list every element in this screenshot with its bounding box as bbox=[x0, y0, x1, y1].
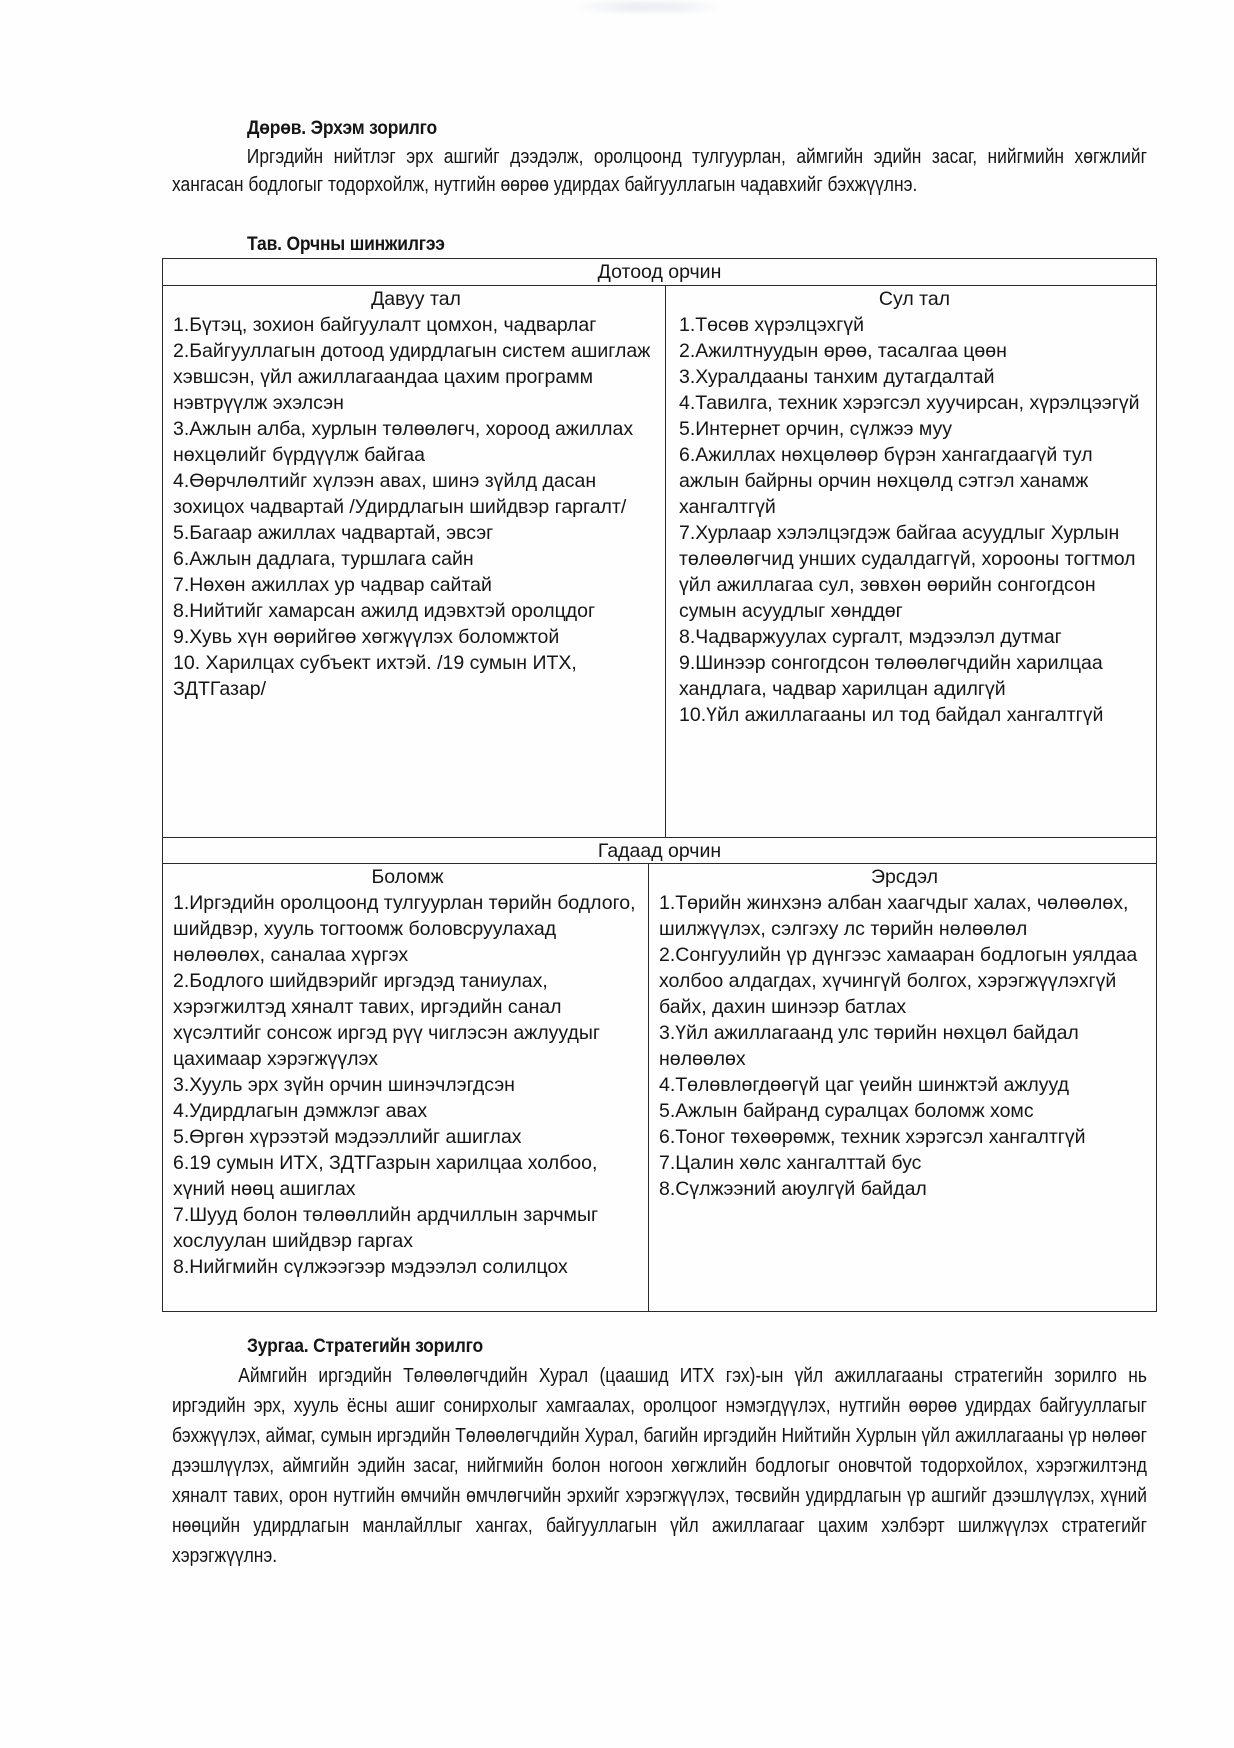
list-item: 1.Иргэдийн оролцоонд тулгуурлан төрийн бодлого, шийдвэр, хууль тогтоомж боловсруулахад нөлөөлөх, саналаа хүргэх bbox=[173, 892, 636, 966]
list-item: 7.Шууд болон төлөөллийн ардчиллын зарчмыг хослуулан шийдвэр гаргах bbox=[173, 1204, 599, 1252]
list-item: 4.Төлөвлөгдөөгүй цаг үеийн шинжтэй ажлууд bbox=[659, 1074, 1070, 1096]
strengths-title: Давуу тал bbox=[371, 288, 461, 310]
section-heading: Зургаа. Стратегийн зорилго bbox=[247, 1336, 484, 1357]
list-item: 6.Ажлын дадлага, туршлага сайн bbox=[173, 548, 474, 570]
section-strategic-goal bbox=[172, 1333, 1147, 1571]
list-item: 4.Удирдлагын дэмжлэг авах bbox=[173, 1100, 428, 1122]
list-item: 2.Сонгуулийн үр дүнгээс хамааран бодлогын уялдаа холбоо алдагдах, хүчингүй болгох, хэрэгжүүлэхгүй байх, дахин шинээр батлах bbox=[659, 944, 1138, 1018]
list-item: 9.Шинээр сонгогдсон төлөөлөгчдийн харилцаа хандлага, чадвар харилцан адилгүй bbox=[679, 652, 1103, 700]
section-paragraph bbox=[172, 143, 1147, 199]
weaknesses-title: Сул тал bbox=[878, 288, 951, 310]
list-item: 2.Ажилтнуудын өрөө, тасалгаа цөөн bbox=[679, 340, 1007, 362]
list-item: 1.Бүтэц, зохион байгуулалт цомхон, чадварлаг bbox=[173, 314, 597, 336]
list-item: 10. Харилцах субъект ихтэй. /19 сумын ИТХ, ЗДТГазар/ bbox=[173, 652, 577, 700]
list-item: 8.Сүлжээний аюулгүй байдал bbox=[659, 1178, 927, 1200]
swot-table bbox=[162, 258, 1157, 1312]
list-item: 3.Хууль эрх зүйн орчин шинэчлэгдсэн bbox=[173, 1074, 515, 1096]
list-item: 4.Тавилга, техник хэрэгсэл хуучирсан, хүрэлцээгүй bbox=[679, 392, 1140, 414]
list-item: 6.Тоног төхөөрөмж, техник хэрэгсэл хангалтгүй bbox=[659, 1126, 1086, 1148]
opportunities-cell bbox=[163, 864, 649, 1311]
opportunities-list bbox=[173, 890, 642, 1280]
external-row bbox=[163, 864, 1156, 1311]
threats-list bbox=[659, 890, 1150, 1202]
paragraph-text: Аймгийн иргэдийн Төлөөлөгчдийн Хурал (цаашид ИТХ гэх)-ын үйл ажиллагааны стратегийн зорилго нь иргэдийн эрх, хууль ёсны ашиг сонирхолыг хамгаалах, оролцоог нэмэгдүүлэх, нутгийн өөрөө удирдах байгууллагыг бэхжүүлэх, аймаг, сумын иргэдийн Төлөөлөгчдийн Хурал, багийн иргэдийн Нийтийн Хурлын үйл ажиллагааны үр нөлөөг дээшлүүлэх, аймгийн эдийн засаг, нийгмийн болон ногоон хөгжлийн бодлогыг оновчтой тодорхойлох, хэрэгжилтэнд хяналт тавих, орон нутгийн өмчийн өмчлөгчийн эрхийг хэрэгжүүлэх, төсвийн удирдлагын үр ашгийг дээшлүүлэх, хүний нөөцийн удирдлагын манлайллыг хангах, байгууллагын үйл ажиллагааг цахим хэлбэрт шилжүүлэх стратегийг хэрэгжүүлнэ. bbox=[172, 1364, 1147, 1567]
weaknesses-cell bbox=[666, 286, 1156, 837]
list-item: 8.Чадваржуулах сургалт, мэдээлэл дутмаг bbox=[679, 626, 1062, 648]
list-item: 2.Байгууллагын дотоод удирдлагын систем ашиглаж хэвшсэн, үйл ажиллагаандаа цахим программ нэвтрүүлж эхэлсэн bbox=[173, 340, 651, 414]
weaknesses-list bbox=[679, 312, 1150, 728]
threats-title: Эрсдэл bbox=[870, 866, 939, 888]
list-item: 1.Төсөв хүрэлцэхгүй bbox=[679, 314, 865, 336]
list-item: 3.Хуралдааны танхим дутагдалтай bbox=[679, 366, 995, 388]
internal-environment-header: Дотоод орчин bbox=[163, 259, 1156, 286]
list-item: 5.Интернет орчин, сүлжээ муу bbox=[679, 418, 953, 440]
paragraph-text: Иргэдийн нийтлэг эрх ашгийг дээдэлж, оролцоонд тулгуурлан, аймгийн эдийн засаг, нийгмийн хөгжлийг хангасан бодлогыг тодорхойлж, нутгийн өөрөө удирдах байгууллагын чадавхийг бэхжүүлнэ. bbox=[172, 145, 1147, 196]
list-item: 3.Үйл ажиллагаанд улс төрийн нөхцөл байдал нөлөөлөх bbox=[659, 1022, 1079, 1070]
section-paragraph bbox=[172, 1361, 1147, 1571]
list-item: 5.Ажлын байранд суралцах боломж хомс bbox=[659, 1100, 1034, 1122]
section-heading: Дөрөв. Эрхэм зорилго bbox=[247, 118, 438, 139]
list-item: 8.Нийгмийн сүлжээгээр мэдээлэл солилцох bbox=[173, 1256, 568, 1278]
list-item: 3.Ажлын алба, хурлын төлөөлөгч, хороод ажиллах нөхцөлийг бүрдүүлж байгаа bbox=[173, 418, 634, 466]
list-item: 6.Ажиллах нөхцөлөөр бүрэн хангагдаагүй тул ажлын байрны орчин нөхцөлд сэтгэл ханамж хангалтгүй bbox=[679, 444, 1093, 518]
list-item: 4.Өөрчлөлтийг хүлээн авах, шинэ зүйлд дасан зохицох чадвартай /Удирдлагын шийдвэр гаргалт/ bbox=[173, 470, 627, 518]
section-mission bbox=[172, 115, 1147, 199]
external-environment-header: Гадаад орчин bbox=[163, 837, 1156, 864]
internal-row bbox=[163, 286, 1156, 837]
list-item: 2.Бодлого шийдвэрийг иргэдэд таниулах, хэрэгжилтэд хяналт тавих, иргэдийн санал хүсэлтийг сонсож иргэд рүү чиглэсэн ажлуудыг цахимаар хэрэгжүүлэх bbox=[173, 970, 600, 1070]
list-item: 8.Нийтийг хамарсан ажилд идэвхтэй оролцдог bbox=[173, 600, 596, 622]
opportunities-title: Боломж bbox=[371, 866, 444, 888]
list-item: 5.Багаар ажиллах чадвартай, эвсэг bbox=[173, 522, 494, 544]
list-item: 7.Нөхөн ажиллах ур чадвар сайтай bbox=[173, 574, 492, 596]
threats-cell bbox=[649, 864, 1156, 1311]
list-item: 5.Өргөн хүрээтэй мэдээллийг ашиглах bbox=[173, 1126, 522, 1148]
strengths-cell bbox=[163, 286, 666, 837]
list-item: 9.Хувь хүн өөрийгөө хөгжүүлэх боломжтой bbox=[173, 626, 560, 648]
scan-artifact bbox=[575, 2, 720, 12]
list-item: 10.Үйл ажиллагааны ил тод байдал хангалтгүй bbox=[679, 704, 1104, 726]
list-item: 7.Цалин хөлс хангалттай бус bbox=[659, 1152, 922, 1174]
strengths-list bbox=[173, 312, 659, 702]
list-item: 7.Хурлаар хэлэлцэгдэж байгаа асуудлыг Хурлын төлөөлөгчид унших судалдаггүй, хорооны тогтмол үйл ажиллагаа сул, зөвхөн өөрийн сонгогдсон сумын асуудлыг хөнддөг bbox=[679, 522, 1136, 622]
list-item: 1.Төрийн жинхэнэ албан хаагчдыг халах, чөлөөлөх, шилжүүлэх, сэлгэху лс төрийн нөлөөлөл bbox=[659, 892, 1129, 940]
list-item: 6.19 сумын ИТХ, ЗДТГазрын харилцаа холбоо, хүний нөөц ашиглах bbox=[173, 1152, 598, 1200]
section-heading-environment-analysis: Тав. Орчны шинжилгээ bbox=[247, 234, 445, 255]
